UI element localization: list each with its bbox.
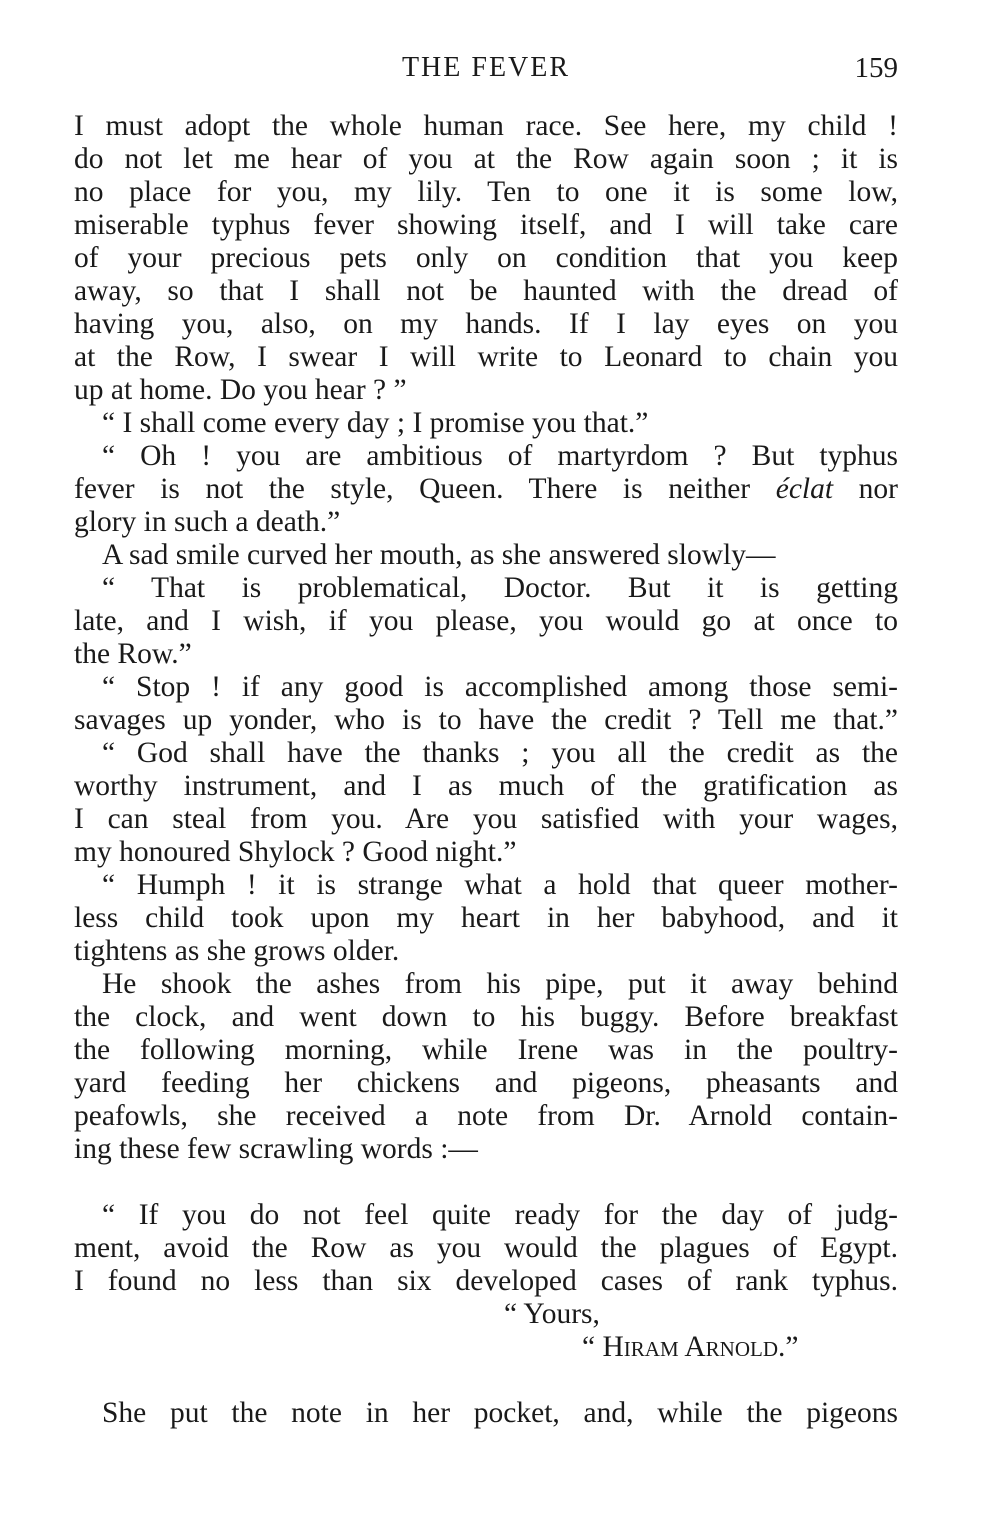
text-line: ing these few scrawling words :—	[74, 1133, 478, 1165]
text-line: I can steal from you. Are you satisfied with your wages,	[74, 803, 898, 835]
text-line: She put the note in her pocket, and, while the pigeons	[102, 1397, 898, 1429]
text-line: “ I shall come every day ; I promise you that.”	[102, 407, 649, 439]
text-line: the following morning, while Irene was in the poultry-	[74, 1034, 898, 1066]
text-line: “ Humph ! it is strange what a hold that queer mother-	[102, 869, 898, 901]
text-line: “ That is problematical, Doctor. But it is getting	[102, 572, 898, 604]
body-text	[74, 110, 898, 1430]
text-line: less child took upon my heart in her babyhood, and it	[74, 902, 898, 934]
paragraph-gap	[74, 1166, 898, 1199]
text-line-segment: fever is not the style, Queen. There is neither	[74, 473, 751, 505]
text-line: peafowls, she received a note from Dr. Arnold contain-	[74, 1100, 898, 1132]
running-title: THE FEVER	[401, 52, 571, 83]
text-line-segment: nor	[833, 473, 899, 505]
text-line: at the Row, I swear I will write to Leonard to chain you	[74, 341, 898, 373]
text-line: “ Oh ! you are ambitious of martyrdom ? But typhus	[102, 440, 898, 472]
note-line: I found no less than six developed cases of rank typhus.	[74, 1265, 898, 1297]
text-line-with-italic	[74, 473, 898, 506]
text-line: He shook the ashes from his pipe, put it away behind	[102, 968, 898, 1000]
text-line: of your precious pets only on condition that you keep	[74, 242, 898, 274]
page-number: 159	[854, 52, 898, 84]
note-line: ment, avoid the Row as you would the plagues of Egypt.	[74, 1232, 898, 1264]
running-header	[74, 52, 898, 92]
text-line: I must adopt the whole human race. See here, my child !	[74, 110, 898, 142]
text-line: “ God shall have the thanks ; you all the credit as the	[102, 737, 898, 769]
text-line: worthy instrument, and I as much of the gratification as	[74, 770, 898, 802]
text-line: late, and I wish, if you please, you would go at once to	[74, 605, 898, 637]
text-line: A sad smile curved her mouth, as she answered slowly—	[102, 539, 776, 571]
text-line: savages up yonder, who is to have the credit ? Tell me that.”	[74, 704, 898, 736]
text-line: away, so that I shall not be haunted with the dread of	[74, 275, 898, 307]
text-line: up at home. Do you hear ? ”	[74, 374, 407, 406]
note-line: “ If you do not feel quite ready for the day of judg-	[102, 1199, 898, 1231]
paragraph-gap	[74, 1364, 898, 1397]
text-line: miserable typhus fever showing itself, and I will take care	[74, 209, 898, 241]
note-closing: “ Yours,	[504, 1298, 600, 1330]
text-line: tightens as she grows older.	[74, 935, 400, 967]
italic-word: éclat	[775, 473, 834, 505]
text-line: my honoured Shylock ? Good night.”	[74, 836, 517, 868]
text-line: yard feeding her chickens and pigeons, pheasants and	[74, 1067, 898, 1099]
text-line: no place for you, my lily. Ten to one it is some low,	[74, 176, 898, 208]
text-line: glory in such a death.”	[74, 506, 341, 538]
text-line: having you, also, on my hands. If I lay eyes on you	[74, 308, 898, 340]
text-line: the clock, and went down to his buggy. Before breakfast	[74, 1001, 898, 1033]
text-line: do not let me hear of you at the Row again soon ; it is	[74, 143, 898, 175]
text-line: “ Stop ! if any good is accomplished among those semi-	[102, 671, 898, 703]
note-signature: “ Hiram Arnold.”	[582, 1331, 799, 1363]
text-line: the Row.”	[74, 638, 192, 670]
